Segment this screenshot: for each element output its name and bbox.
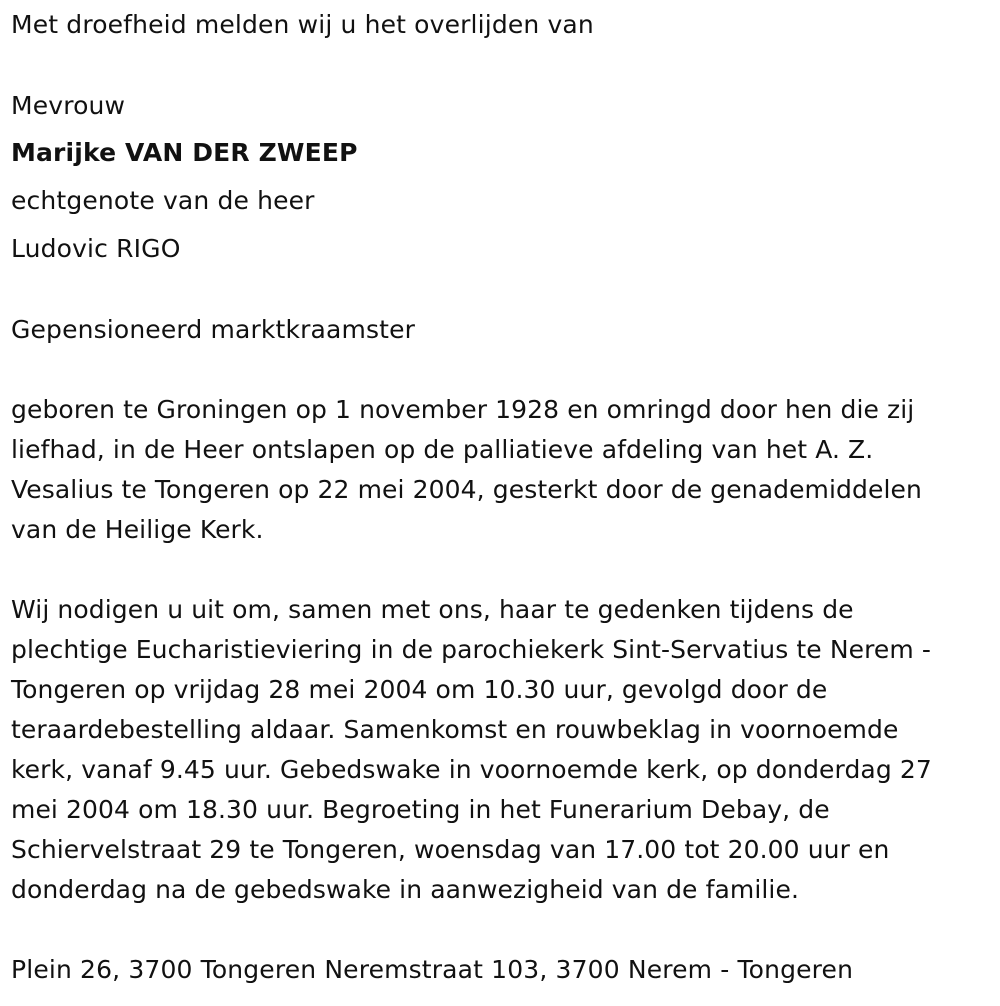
- paragraph-line: van de Heilige Kerk.: [11, 515, 264, 544]
- profession-text: Gepensioneerd marktkraamster: [11, 315, 416, 344]
- invitation-paragraph: [11, 590, 991, 910]
- paragraph-line: donderdag na de gebedswake in aanwezigheid van de familie.: [11, 875, 800, 904]
- paragraph-line: mei 2004 om 18.30 uur. Begroeting in het Funerarium Debay, de: [11, 795, 830, 824]
- paragraph-line: plechtige Eucharistieviering in de parochiekerk Sint-Servatius te Nerem -: [11, 635, 932, 664]
- paragraph-line: Tongeren op vrijdag 28 mei 2004 om 10.30 uur, gevolgd door de: [11, 675, 828, 704]
- paragraph-line: Schiervelstraat 29 te Tongeren, woensdag van 17.00 tot 20.00 uur en: [11, 835, 890, 864]
- deceased-name: Marijke VAN DER ZWEEP: [11, 138, 358, 167]
- paragraph-line: Vesalius te Tongeren op 22 mei 2004, gesterkt door de genademiddelen: [11, 475, 922, 504]
- paragraph-line: teraardebestelling aldaar. Samenkomst en rouwbeklag in voornoemde: [11, 715, 899, 744]
- paragraph-line: kerk, vanaf 9.45 uur. Gebedswake in voornoemde kerk, op donderdag 27: [11, 755, 932, 784]
- spouse-name: Ludovic RIGO: [11, 234, 181, 263]
- paragraph-line: Wij nodigen u uit om, samen met ons, haar te gedenken tijdens de: [11, 595, 854, 624]
- paragraph-line: geboren te Groningen op 1 november 1928 en omringd door hen die zij: [11, 395, 915, 424]
- relation-text: echtgenote van de heer: [11, 186, 315, 215]
- paragraph-line: liefhad, in de Heer ontslapen op de palliatieve afdeling van het A. Z.: [11, 435, 874, 464]
- intro-text: Met droefheid melden wij u het overlijden van: [11, 10, 594, 39]
- addresses-text: Plein 26, 3700 Tongeren Neremstraat 103, 3700 Nerem - Tongeren: [11, 955, 854, 984]
- honorific: Mevrouw: [11, 91, 126, 120]
- birth-death-paragraph: [11, 390, 991, 550]
